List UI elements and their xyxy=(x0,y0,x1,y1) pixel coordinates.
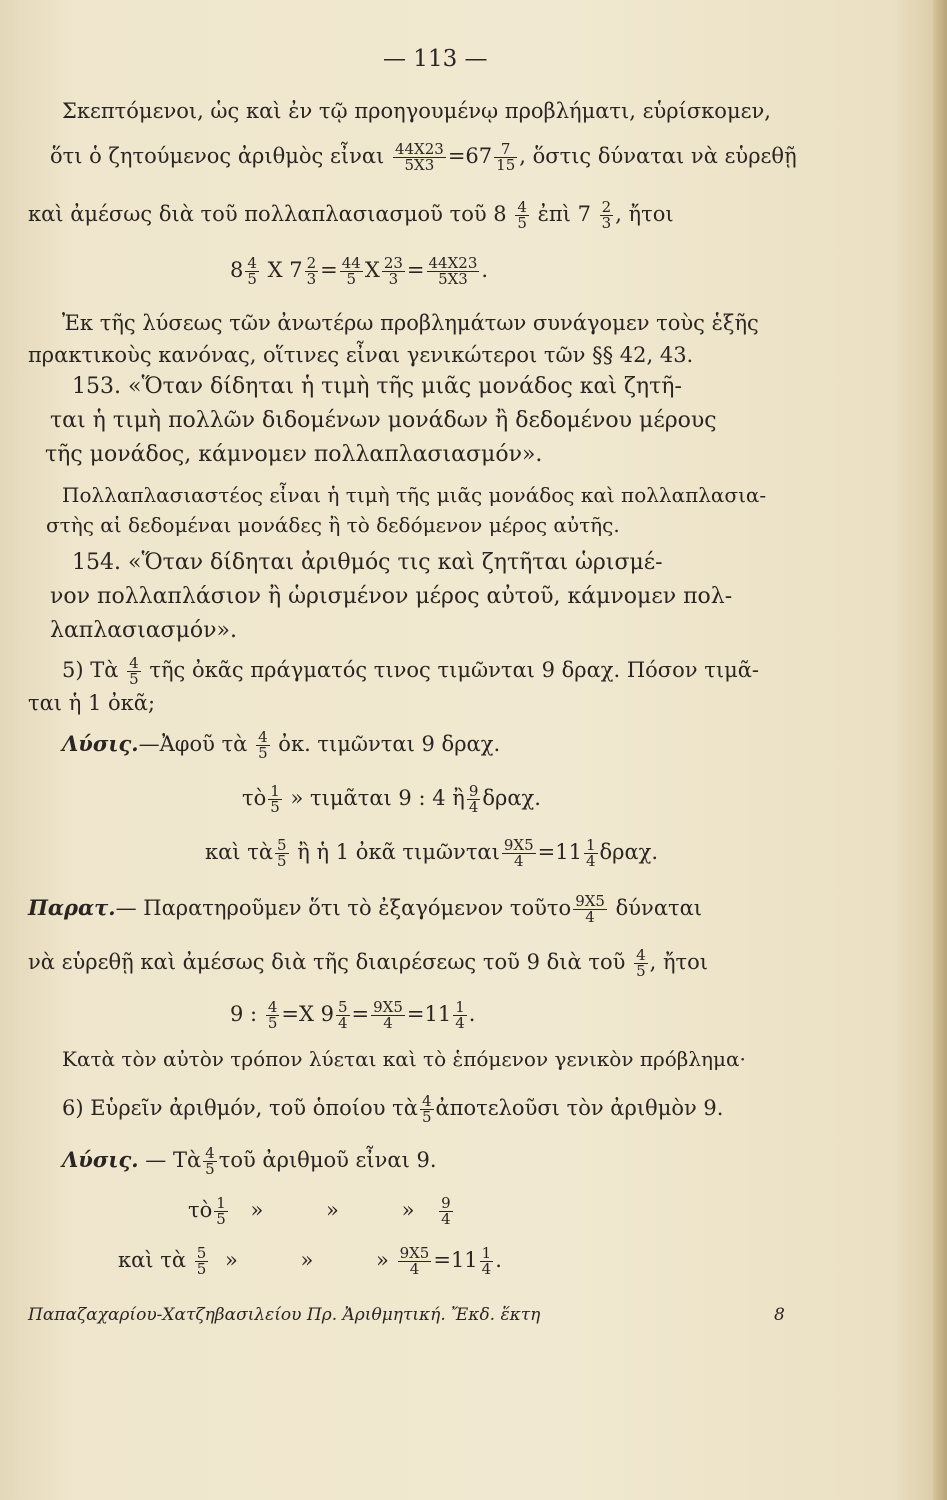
text-line: ται ἡ τιμὴ πολλῶν διδομένων μονάδων ἢ δεδομένου μέρους xyxy=(50,408,717,433)
remark-line: Παρατ.— Παρατηροῦμεν ὅτι τὸ ἐξαγόμενον τοῦτο $\frac{9X5}{4}$ δύναται xyxy=(28,892,703,926)
text-line: Κατὰ τὸν αὐτὸν τρόπον λύεται καὶ τὸ ἑπόμενον γενικὸν πρόβλημα· xyxy=(62,1047,746,1071)
solution-line: Λύσις. — Τὰ $\frac{4}{5}$ τοῦ ἀριθμοῦ εἶναι 9. xyxy=(62,1144,437,1178)
footer-signature: Παπαζαχαρίου-Χατζηβασιλείου Πρ. Ἀριθμητική. Ἔκδ. ἕκτη xyxy=(28,1305,541,1325)
text-line: 153. «Ὅταν δίδηται ἡ τιμὴ τῆς μιᾶς μονάδος καὶ ζητῆ- xyxy=(72,374,682,399)
text-line: ὅτι ὁ ζητούμενος ἀριθμὸς εἶναι $\frac{44X23}{5X3}$ =67 $\frac{7}{15}$ , ὅστις δύναται νὰ εὑρεθῇ xyxy=(50,140,797,174)
problem-6-line: 6) Εὑρεῖν ἀριθμόν, τοῦ ὁποίου τὰ $\frac{4}{5}$ ἀποτελοῦσι τὸν ἀριθμὸν 9. xyxy=(62,1092,724,1126)
problem-5-line: 5) Τὰ $\frac{4}{5}$ τῆς ὀκᾶς πράγματός τινος τιμῶνται 9 δραχ. Πόσον τιμᾶ- xyxy=(62,654,759,688)
fraction: $\frac{4}{5}$ xyxy=(517,198,527,232)
fraction: $\frac{44X23}{5X3}$ xyxy=(394,140,444,174)
page-binding-edge xyxy=(933,0,947,1500)
text-line: τῆς μονάδος, κάμνομεν πολλαπλασιασμόν». xyxy=(45,442,543,467)
equation-line: 8 $\frac{4}{5}$ X 7 $\frac{2}{3}$ = $\frac{44}{5}$ X $\frac{23}{3}$ = $\frac{44X23}{5X3}$ . xyxy=(230,254,489,288)
text-line: Σκεπτόμενοι, ὡς καὶ ἐν τῷ προηγουμένῳ προβλήματι, εὑρίσκομεν, xyxy=(62,99,771,123)
solution-line: καὶ τὰ $\frac{5}{5}$ » » » $\frac{9X5}{4}$ =11 $\frac{1}{4}$ . xyxy=(118,1244,502,1278)
text-line: Πολλαπλασιαστέος εἶναι ἡ τιμὴ τῆς μιᾶς μονάδος καὶ πολλαπλασια- xyxy=(62,483,767,507)
solution-line: καὶ τὰ $\frac{5}{5}$ ἢ ἡ 1 ὀκᾶ τιμῶνται $\frac{9X5}{4}$ =11 $\frac{1}{4}$ δραχ. xyxy=(205,836,659,870)
text-line: στὴς αἱ δεδομέναι μονάδες ἢ τὸ δεδόμενον μέρος αὐτῆς. xyxy=(46,513,620,537)
fraction: $\frac{2}{3}$ xyxy=(601,198,612,232)
equation-line: 9 : $\frac{4}{5}$ =X 9 $\frac{5}{4}$ = $\frac{9X5}{4}$ =11 $\frac{1}{4}$ . xyxy=(230,998,476,1032)
text-line: ται ἡ 1 ὀκᾶ; xyxy=(28,691,156,715)
text-line: νον πολλαπλάσιον ἢ ὡρισμένον μέρος αὐτοῦ, κάμνομεν πολ- xyxy=(50,584,733,609)
solution-line: τὸ $\frac{1}{5}$ » τιμᾶται 9 : 4 ἢ $\frac{9}{4}$ δραχ. xyxy=(242,782,541,816)
text-line: Ἐκ τῆς λύσεως τῶν ἀνωτέρω προβλημάτων συνάγομεν τοὺς ἑξῆς xyxy=(62,311,759,335)
text-line: νὰ εὑρεθῇ καὶ ἀμέσως διὰ τῆς διαιρέσεως τοῦ 9 διὰ τοῦ $\frac{4}{5}$ , ἤτοι xyxy=(28,946,709,980)
signature-mark: 8 xyxy=(774,1305,785,1325)
text-line: πρακτικοὺς κανόνας, οἵτινες εἶναι γενικώτεροι τῶν §§ 42, 43. xyxy=(28,343,694,367)
solution-line: Λύσις.—Ἀφοῦ τὰ $\frac{4}{5}$ ὀκ. τιμῶνται 9 δραχ. xyxy=(62,728,501,762)
solution-line: τὸ $\frac{1}{5}$ » » » $\frac{9}{4}$ xyxy=(188,1194,451,1228)
page-number: — 113 — xyxy=(383,46,488,72)
text-line: λαπλασιασμόν». xyxy=(50,618,237,643)
fraction: $\frac{7}{15}$ xyxy=(496,140,516,174)
text-line: καὶ ἀμέσως διὰ τοῦ πολλαπλασιασμοῦ τοῦ 8 $\frac{4}{5}$ ἐπὶ 7 $\frac{2}{3}$ , ἤτοι xyxy=(28,198,674,232)
text-line: 154. «Ὅταν δίδηται ἀριθμός τις καὶ ζητῆται ὡρισμέ- xyxy=(72,550,663,575)
